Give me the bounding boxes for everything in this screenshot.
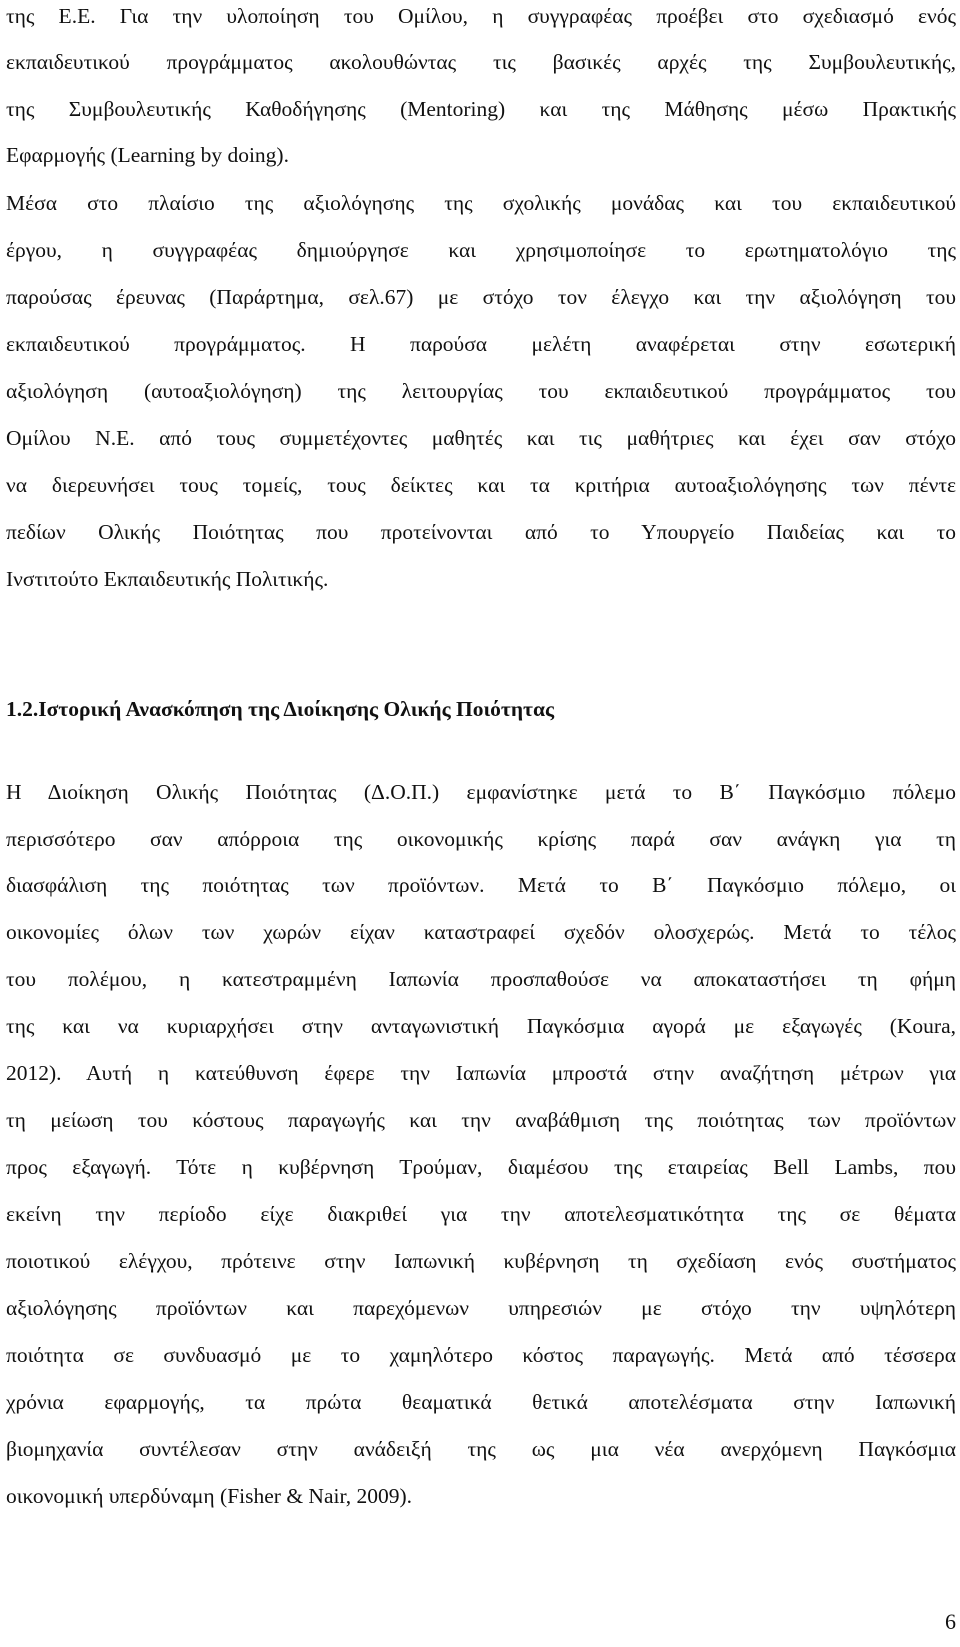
- text-line: Η Διοίκηση Ολικής Ποιότητας (Δ.Ο.Π.) εμφανίστηκε μετά το Β΄ Παγκόσμιο πόλεμο: [6, 780, 956, 804]
- text-line: προς εξαγωγή. Τότε η κυβέρνηση Τρούμαν, διαμέσου της εταιρείας Bell Lambs, που: [6, 1155, 956, 1179]
- text-line: Εφαρμογής (Learning by doing).: [6, 143, 289, 167]
- text-line: ποιοτικού ελέγχου, πρότεινε στην Ιαπωνική κυβέρνηση τη σχεδίαση ενός συστήματος: [6, 1249, 956, 1273]
- text-line: Μέσα στο πλαίσιο της αξιολόγησης της σχολικής μονάδας και του εκπαιδευτικού: [6, 191, 956, 215]
- text-line: οικονομίες όλων των χωρών είχαν καταστραφεί σχεδόν ολοσχερώς. Μετά το τέλος: [6, 920, 956, 944]
- text-line: της Συμβουλευτικής Καθοδήγησης (Mentoring) και της Μάθησης μέσω Πρακτικής: [6, 97, 956, 121]
- text-line: αξιολόγηση (αυτοαξιολόγηση) της λειτουργίας του εκπαιδευτικού προγράμματος του: [6, 379, 956, 403]
- text-line: ποιότητα σε συνδυασμό με το χαμηλότερο κόστος παραγωγής. Μετά από τέσσερα: [6, 1343, 956, 1367]
- text-line: χρόνια εφαρμογής, τα πρώτα θεαματικά θετικά αποτελέσματα στην Ιαπωνική: [6, 1390, 956, 1414]
- text-line: εκπαιδευτικού προγράμματος ακολουθώντας τις βασικές αρχές της Συμβουλευτικής,: [6, 50, 956, 74]
- text-line: να διερευνήσει τους τομείς, τους δείκτες και τα κριτήρια αυτοαξιολόγησης των πέντε: [6, 473, 956, 497]
- text-line: οικονομική υπερδύναμη (Fisher & Nair, 2009).: [6, 1484, 413, 1508]
- text-line: Ινστιτούτο Εκπαιδευτικής Πολιτικής.: [6, 567, 329, 591]
- text-line: έργου, η συγγραφέας δημιούργησε και χρησιμοποίησε το ερωτηματολόγιο της: [6, 238, 956, 262]
- section-heading: 1.2.Ιστορική Ανασκόπηση της Διοίκησης Ολικής Ποιότητας: [6, 697, 555, 721]
- text-line: παρούσας έρευνας (Παράρτημα, σελ.67) με στόχο τον έλεγχο και την αξιολόγηση του: [6, 285, 956, 309]
- text-line: εκείνη την περίοδο είχε διακριθεί για την αποτελεσματικότητα της σε θέματα: [6, 1202, 956, 1226]
- text-line: βιομηχανία συντέλεσαν στην ανάδειξή της ως μια νέα ανερχόμενη Παγκόσμια: [6, 1437, 956, 1461]
- text-line: της και να κυριαρχήσει στην ανταγωνιστική Παγκόσμια αγορά με εξαγωγές (Koura,: [6, 1014, 956, 1038]
- text-line: περισσότερο σαν απόρροια της οικονομικής κρίσης παρά σαν ανάγκη για τη: [6, 827, 956, 851]
- text-line: διασφάλιση της ποιότητας των προϊόντων. Μετά το Β΄ Παγκόσμιο πόλεμο, οι: [6, 873, 956, 897]
- text-line: 2012). Αυτή η κατεύθυνση έφερε την Ιαπωνία μπροστά στην αναζήτηση μέτρων για: [6, 1061, 956, 1085]
- text-line: πεδίων Ολικής Ποιότητας που προτείνονται από το Υπουργείο Παιδείας και το: [6, 520, 956, 544]
- text-line: της Ε.Ε. Για την υλοποίηση του Ομίλου, η συγγραφέας προέβει στο σχεδιασμό ενός: [6, 4, 956, 28]
- text-line: εκπαιδευτικού προγράμματος. Η παρούσα μελέτη αναφέρεται στην εσωτερική: [6, 332, 956, 356]
- text-line: Ομίλου Ν.Ε. από τους συμμετέχοντες μαθητές και τις μαθήτριες και έχει σαν στόχο: [6, 426, 956, 450]
- page-number: 6: [945, 1609, 956, 1634]
- text-line: τη μείωση του κόστους παραγωγής και την αναβάθμιση της ποιότητας των προϊόντων: [6, 1108, 956, 1132]
- text-line: του πολέμου, η κατεστραμμένη Ιαπωνία προσπαθούσε να αποκαταστήσει τη φήμη: [6, 967, 956, 991]
- text-line: αξιολόγησης προϊόντων και παρεχόμενων υπηρεσιών με στόχο την υψηλότερη: [6, 1296, 956, 1320]
